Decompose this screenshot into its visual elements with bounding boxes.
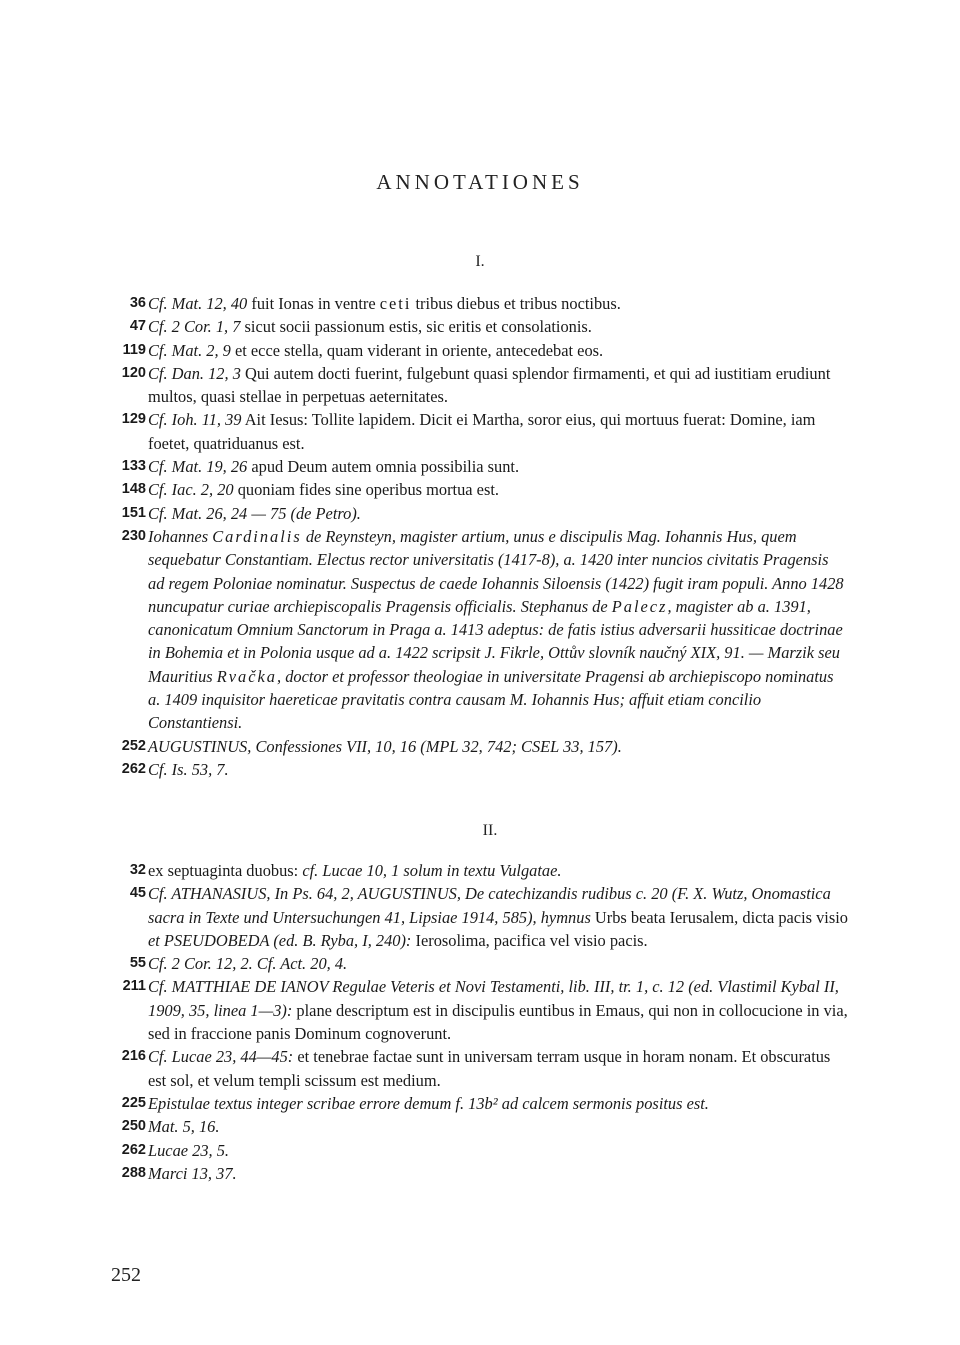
annotation-entry — [113, 362, 848, 409]
line-number: 262 — [121, 760, 146, 777]
annotation-entry — [113, 315, 848, 338]
line-number: 120 — [121, 364, 146, 381]
annotation-fragment: Cf. Is. 53, 7. — [148, 759, 229, 779]
annotation-fragment: sicut socii passionum estis, sic eritis et consolationis. — [240, 317, 592, 337]
line-number: 47 — [129, 318, 146, 335]
annotation-entry — [113, 735, 848, 758]
annotation-fragment: Lucae 23, 5. — [148, 1140, 230, 1160]
annotation-fragment: Cf. Mat. 2, 9 — [148, 340, 231, 360]
annotation-fragment: Iohannes — [148, 526, 213, 546]
annotation-text — [148, 1139, 848, 1162]
annotation-fragment: tribus diebus et tribus noctibus. — [411, 294, 621, 313]
annotation-text — [148, 478, 848, 501]
annotation-fragment: Rvačka — [216, 666, 277, 686]
annotation-fragment: et ecce stella, quam viderant in oriente, antecedebat eos. — [230, 340, 604, 360]
annotation-text — [148, 339, 848, 362]
annotation-entry — [113, 408, 848, 455]
annotation-text — [148, 735, 848, 758]
annotation-text — [148, 952, 848, 975]
annotation-fragment: Cf. Dan. 12, 3 — [148, 363, 241, 383]
annotation-text — [148, 315, 848, 338]
annotation-fragment: Mat. 5, 16. — [148, 1117, 220, 1137]
annotation-text — [148, 525, 848, 735]
annotation-fragment: Cf. Mat. 26, 24 — 75 (de Petro). — [148, 503, 361, 523]
annotation-fragment: Marci 13, 37. — [148, 1163, 237, 1183]
annotation-entry — [113, 952, 848, 975]
line-number: 230 — [121, 527, 146, 544]
annotation-entry — [113, 339, 848, 362]
annotation-fragment: Cf. 2 Cor. 12, 2. Cf. Act. 20, 4. — [148, 954, 348, 974]
annotation-text — [148, 882, 848, 952]
annotation-text — [148, 1045, 848, 1092]
annotation-entry — [113, 882, 848, 952]
line-number: 250 — [121, 1118, 146, 1135]
annotation-entry — [113, 758, 848, 781]
annotation-fragment: Cf. MATTHIAE DE IANOV Regulae Veteris et Novi Testamenti, lib. III, tr. 1, c. 12 (ed. Vlastimil Kybal II, 1909, 35, linea 1—3): — [148, 977, 839, 1020]
annotation-fragment: Cf. Mat. 12, 40 — [148, 294, 248, 313]
annotation-fragment: Cf. ATHANASIUS, In Ps. 64, 2, AUGUSTINUS, De catechizandis rudibus c. 20 (F. X. Wutz, Onomastica sacra in Texte und Untersuchungen 41, Lipsiae 1914, 585), hymnus — [148, 884, 831, 927]
annotation-text — [148, 502, 848, 525]
annotation-entry — [113, 1162, 848, 1185]
annotation-entry — [113, 502, 848, 525]
annotation-entry — [113, 455, 848, 478]
annotation-text — [148, 1115, 848, 1138]
annotation-fragment: et tenebrae factae sunt in universam terram usque in horam nonam. Et obscuratus est sol, et velum templi scissum est medium. — [148, 1047, 831, 1090]
line-number: 288 — [121, 1164, 146, 1181]
annotation-fragment: et PSEUDOBEDA (ed. B. Ryba, I, 240): — [148, 930, 412, 950]
line-number: 151 — [121, 504, 146, 521]
page-number: 252 — [111, 1264, 141, 1286]
line-number: 45 — [129, 885, 146, 902]
line-number: 216 — [121, 1048, 146, 1065]
annotation-fragment: Urbs beata Ierusalem, dicta pacis visio — [590, 907, 848, 927]
line-number: 211 — [122, 978, 146, 995]
annotation-text — [148, 362, 848, 409]
annotations-section-2 — [113, 859, 848, 1185]
annotation-fragment: , magister ab a. 1391, canonicatum Omnium Sanctorum in Praga a. 1413 adeptus: de fatis istius adversarii hussiticae doctrinae in Bohemia et in Polonia usque ad a. 1422 scripsit J. Fikrle, Ottův slovník naučný XIX, 91. — Marzik seu Mauritius — [148, 596, 843, 686]
annotation-text — [148, 292, 848, 315]
annotation-fragment: Cardinalis — [212, 526, 302, 546]
annotation-fragment: Cf. 2 Cor. 1, 7 — [148, 317, 241, 337]
line-number: 252 — [121, 737, 146, 754]
line-number: 55 — [129, 955, 146, 972]
line-number: 129 — [121, 411, 146, 428]
annotation-fragment: Ierosolima, pacifica vel visio pacis. — [411, 930, 648, 950]
page-title: ANNOTATIONES — [376, 170, 584, 194]
annotations-section-1 — [113, 292, 848, 781]
annotation-entry — [113, 859, 848, 882]
line-number: 148 — [121, 481, 146, 498]
annotation-fragment: , doctor et professor theologiae in universitate Pragensi ab archiepiscopo nominatus a. 1409 inquisitor haereticae pravitatis contra causam M. Iohannis Hus; affuit etiam concilio Constantiensi. — [148, 666, 834, 733]
annotation-text — [148, 1092, 848, 1115]
annotation-fragment: Epistulae textus integer scribae errore demum f. 13b² ad calcem sermonis positus est. — [148, 1093, 709, 1113]
annotation-entry — [113, 975, 848, 1045]
annotation-fragment: ceti — [379, 294, 412, 313]
annotation-entry — [113, 525, 848, 735]
line-number: 119 — [122, 341, 146, 358]
annotation-text — [148, 408, 848, 455]
annotation-fragment: fuit Ionas in ventre — [247, 294, 380, 313]
annotation-text — [148, 975, 848, 1045]
annotation-fragment: Qui autem docti fuerint, fulgebunt quasi splendor firmamenti, et qui ad iustitiam erudiunt multos, quasi stellae in perpetuas aeternitates. — [148, 363, 831, 407]
annotation-fragment: cf. Lucae 10, 1 solum in textu Vulgatae. — [302, 861, 562, 880]
annotation-fragment: plane descriptum est in discipulis euntibus in Emaus, qui non in collocucione in via, sed in fraccione panis Dominum cognoverunt. — [148, 1000, 848, 1044]
line-number: 225 — [121, 1094, 146, 1111]
annotation-fragment: ex septuaginta duobus: — [148, 861, 303, 880]
section-heading-2: II. — [482, 822, 498, 839]
annotation-fragment: Cf. Lucae 23, 44—45: — [148, 1047, 294, 1067]
annotation-entry — [113, 478, 848, 501]
annotation-text — [148, 455, 848, 478]
annotation-fragment: Cf. Iac. 2, 20 — [148, 480, 234, 500]
annotation-text — [148, 1162, 848, 1185]
annotation-entry — [113, 1045, 848, 1092]
annotation-fragment: Palecz — [611, 596, 668, 616]
annotation-fragment: quoniam fides sine operibus mortua est. — [233, 480, 499, 500]
annotation-fragment: Cf. Ioh. 11, 39 — [148, 410, 242, 430]
annotation-fragment: Cf. Mat. 19, 26 — [148, 457, 248, 477]
annotation-entry — [113, 1092, 848, 1115]
annotation-entry — [113, 1139, 848, 1162]
section-heading-1: I. — [475, 253, 485, 270]
annotation-entry — [113, 292, 848, 315]
annotation-fragment: AUGUSTINUS, Confessiones VII, 10, 16 (MPL 32, 742; CSEL 33, 157). — [148, 736, 622, 756]
annotation-entry — [113, 1115, 848, 1138]
annotation-fragment: Ait Iesus: Tollite lapidem. Dicit ei Martha, soror eius, qui mortuus fuerat: Domine, iam foetet, quatriduanus est. — [148, 410, 816, 453]
line-number: 133 — [121, 458, 146, 475]
line-number: 32 — [129, 862, 146, 878]
annotation-text — [148, 758, 848, 781]
annotation-fragment: de Reynsteyn, magister artium, unus e discipulis Mag. Iohannis Hus, quem sequebatur Constantiam. Electus rector universitatis (1417-8), a. 1420 inter nuncios civitatis Pragensis ad regem Poloniae nominatur. Suspectus de caede Iohannis Siloensis (1422) fugit iram populi. Anno 1428 nuncupatur curiae archiepiscopalis Pragensis officialis. Stephanus de — [148, 526, 844, 616]
line-number: 36 — [129, 295, 146, 311]
annotation-text — [148, 859, 848, 882]
annotation-fragment: apud Deum autem omnia possibilia sunt. — [247, 457, 520, 477]
line-number: 262 — [121, 1141, 146, 1158]
